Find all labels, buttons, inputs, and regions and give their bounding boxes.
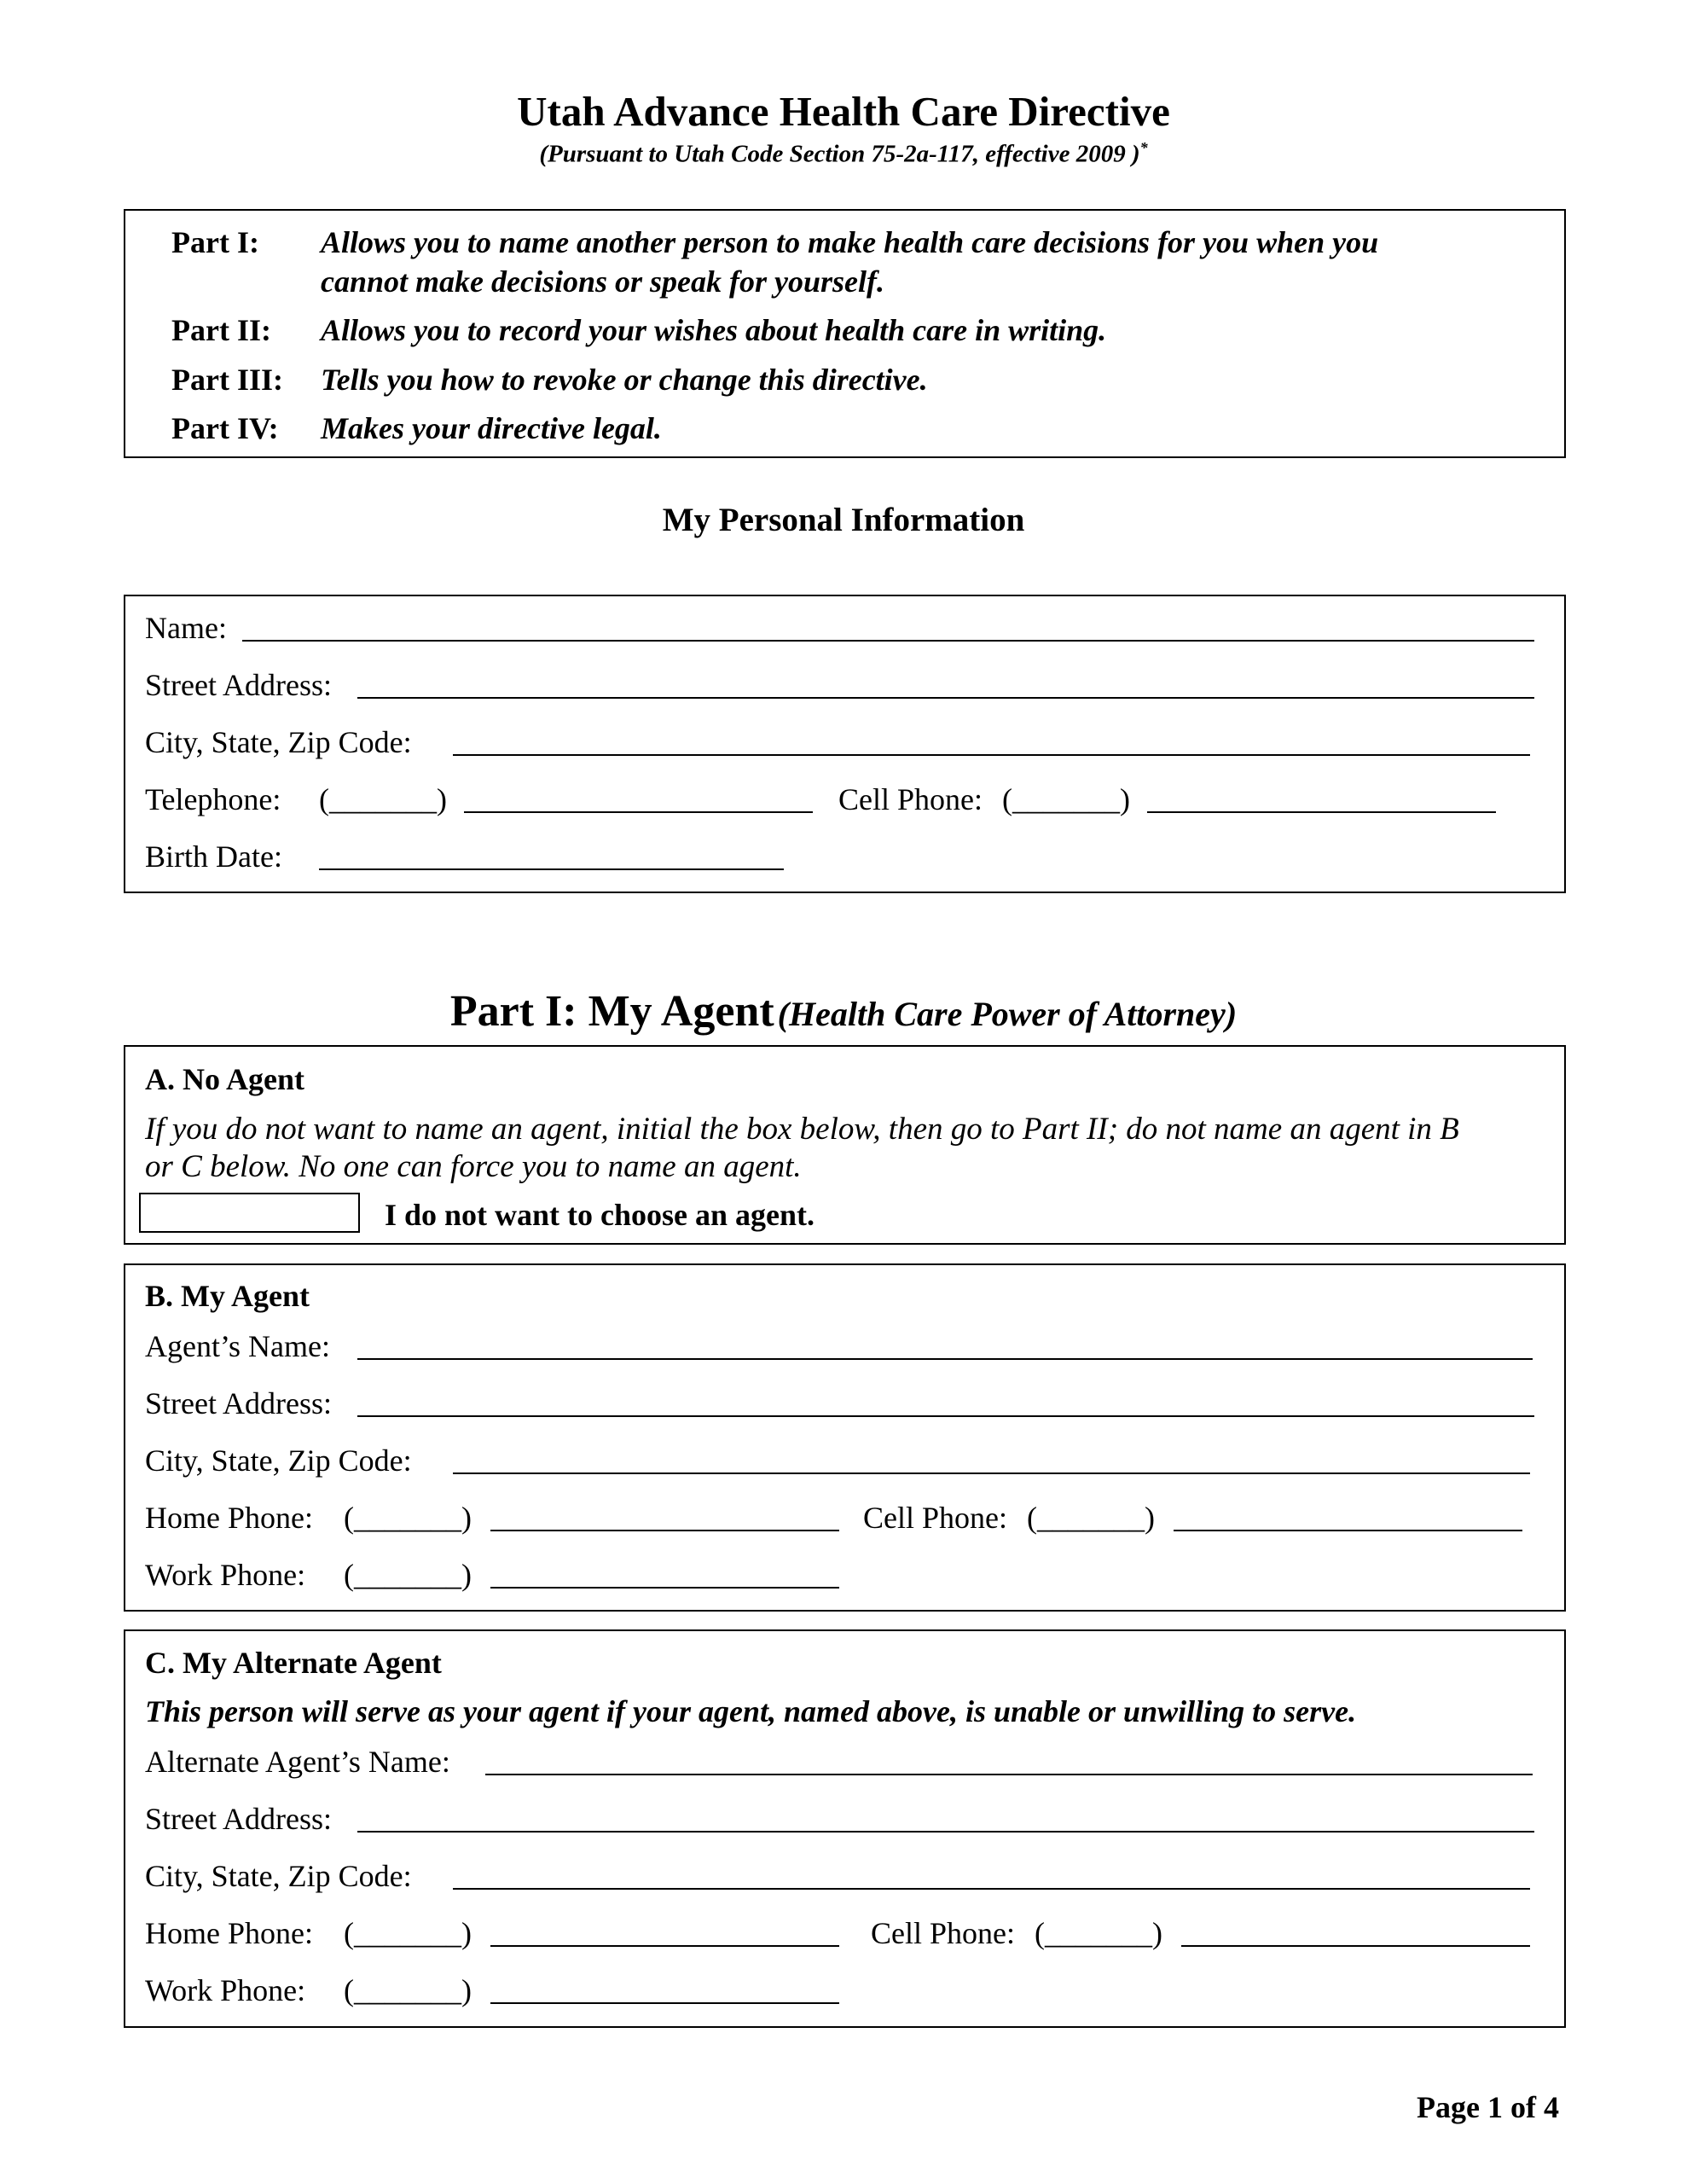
- part1-heading: [0, 987, 1687, 1036]
- agent-cell-phone-label: Cell Phone:: [863, 1501, 1007, 1535]
- part1-subtitle: (Health Care Power of Attorney): [777, 995, 1238, 1033]
- street-field[interactable]: [357, 697, 1534, 699]
- overview-label: Part II:: [171, 313, 271, 347]
- cell-area-code[interactable]: (_______): [1002, 782, 1130, 816]
- agent-cell-phone-field[interactable]: [1174, 1530, 1522, 1531]
- overview-text: Tells you how to revoke or change this directive.: [321, 363, 928, 397]
- agent-home-area-code[interactable]: (_______): [344, 1501, 472, 1535]
- agent-city-label: City, State, Zip Code:: [145, 1443, 412, 1478]
- alt-agent-street-field[interactable]: [357, 1831, 1534, 1833]
- overview-text: Makes your directive legal.: [321, 411, 662, 445]
- agent-name-label: Agent’s Name:: [145, 1329, 330, 1363]
- page-number: Page 1 of 4: [1417, 2090, 1559, 2124]
- agent-home-phone-label: Home Phone:: [145, 1501, 313, 1535]
- alt-agent-city-label: City, State, Zip Code:: [145, 1859, 412, 1893]
- alt-agent-work-phone-field[interactable]: [490, 2002, 839, 2004]
- cell-field[interactable]: [1147, 811, 1496, 813]
- birth-date-field[interactable]: [319, 868, 784, 870]
- alt-agent-cell-phone-label: Cell Phone:: [871, 1916, 1015, 1950]
- birth-date-label: Birth Date:: [145, 839, 282, 874]
- city-label: City, State, Zip Code:: [145, 725, 412, 759]
- telephone-area-code[interactable]: (_______): [319, 782, 447, 816]
- agent-street-field[interactable]: [357, 1415, 1534, 1417]
- no-agent-instructions: or C below. No one can force you to name an agent.: [145, 1149, 802, 1184]
- alt-agent-work-area-code[interactable]: (_______): [344, 1973, 472, 2007]
- alt-agent-work-phone-label: Work Phone:: [145, 1973, 306, 2007]
- overview-text: Allows you to record your wishes about health care in writing.: [321, 313, 1107, 347]
- overview-text: cannot make decisions or speak for yourself.: [321, 264, 884, 299]
- agent-cell-area-code[interactable]: (_______): [1027, 1501, 1155, 1535]
- alt-agent-name-field[interactable]: [485, 1774, 1533, 1775]
- alt-agent-cell-area-code[interactable]: (_______): [1035, 1916, 1162, 1950]
- part1-title: Part I: My Agent: [449, 987, 774, 1036]
- agent-street-label: Street Address:: [145, 1386, 332, 1420]
- overview-label: Part IV:: [171, 411, 279, 445]
- document-title: Utah Advance Health Care Directive: [517, 88, 1170, 135]
- alt-agent-home-area-code[interactable]: (_______): [344, 1916, 472, 1950]
- document-subtitle: [0, 140, 1687, 167]
- agent-work-area-code[interactable]: (_______): [344, 1558, 472, 1592]
- alt-agent-home-phone-field[interactable]: [490, 1945, 839, 1947]
- alternate-agent-note: This person will serve as your agent if your agent, named above, is unable or unwilling to serve.: [145, 1694, 1357, 1728]
- no-agent-choice: I do not want to choose an agent.: [385, 1198, 815, 1232]
- city-field[interactable]: [453, 754, 1530, 756]
- alt-agent-street-label: Street Address:: [145, 1802, 332, 1836]
- section-heading: My Personal Information: [662, 502, 1025, 538]
- agent-work-phone-field[interactable]: [490, 1587, 839, 1589]
- telephone-label: Telephone:: [145, 782, 281, 816]
- alt-agent-home-phone-label: Home Phone:: [145, 1916, 313, 1950]
- alt-agent-cell-phone-field[interactable]: [1181, 1945, 1530, 1947]
- alt-agent-city-field[interactable]: [453, 1888, 1530, 1890]
- my-agent-box: [124, 1263, 1566, 1612]
- no-agent-initial-box[interactable]: [139, 1193, 360, 1233]
- agent-name-field[interactable]: [357, 1358, 1533, 1360]
- telephone-field[interactable]: [464, 811, 813, 813]
- overview-label: Part I:: [171, 225, 259, 259]
- name-field[interactable]: [242, 640, 1534, 642]
- alternate-agent-box: [124, 1629, 1566, 2028]
- alternate-agent-title: C. My Alternate Agent: [145, 1646, 442, 1680]
- no-agent-instructions: If you do not want to name an agent, initial the box below, then go to Part II; do not name an agent in B: [145, 1112, 1459, 1147]
- street-label: Street Address:: [145, 668, 332, 702]
- alt-agent-name-label: Alternate Agent’s Name:: [145, 1745, 450, 1779]
- name-label: Name:: [145, 611, 227, 645]
- no-agent-title: A. No Agent: [145, 1062, 304, 1096]
- my-agent-title: B. My Agent: [145, 1279, 310, 1313]
- cell-label: Cell Phone:: [838, 782, 983, 816]
- agent-home-phone-field[interactable]: [490, 1530, 839, 1531]
- overview-label: Part III:: [171, 363, 283, 397]
- footnote-mark: *: [1139, 139, 1148, 156]
- agent-work-phone-label: Work Phone:: [145, 1558, 306, 1592]
- overview-text: Allows you to name another person to make health care decisions for you when you: [321, 225, 1379, 259]
- subtitle-text: (Pursuant to Utah Code Section 75-2a-117, effective 2009 ): [539, 140, 1140, 168]
- agent-city-field[interactable]: [453, 1472, 1530, 1474]
